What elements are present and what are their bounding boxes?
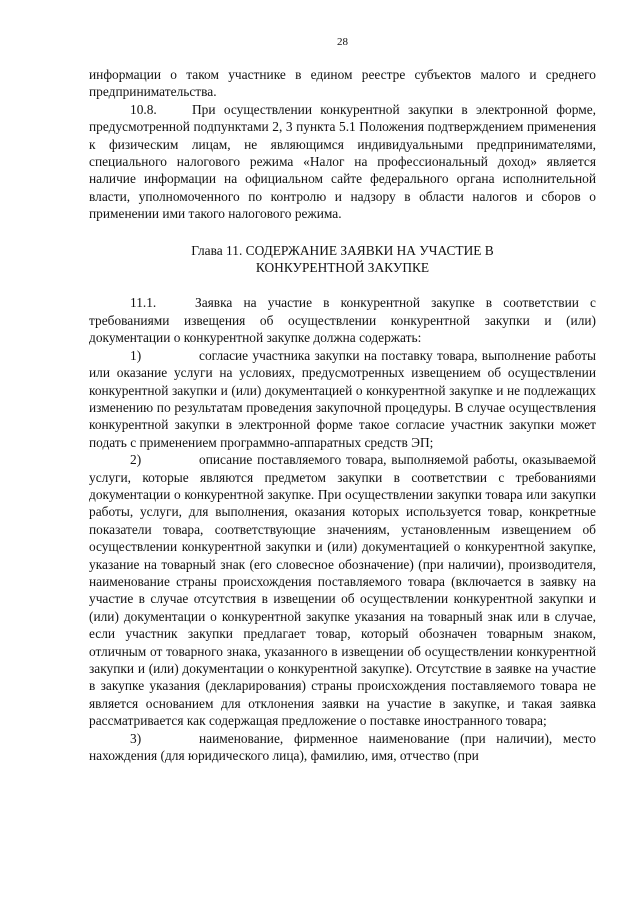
list-item-number: 1) [130,347,142,363]
clause-text: Заявка на участие в конкурентной закупке в соответствии с требованиями извещения об осуществлении конкурентной закупки и (или) документации о конкурентной закупке должна содержать: [89,295,596,346]
list-item-1 [89,347,596,451]
chapter-heading-line-2: КОНКУРЕНТНОЙ ЗАКУПКЕ [255,260,430,276]
clause-number: 10.8. [130,101,157,117]
clause-number: 11.1. [130,295,157,311]
continuation-paragraph: информации о таком участнике в едином реестре субъектов малого и среднего предпринимательства. [89,67,596,100]
chapter-heading-line-1: Глава 11. СОДЕРЖАНИЕ ЗАЯВКИ НА УЧАСТИЕ В [191,242,494,258]
list-item-text: согласие участника закупки на поставку товара, выполнение работы или оказание услуги на условиях, предусмотренных извещением об осуществлении конкурентной закупки и (или) документацией о конкурентной закупке и не подлежащих изменению по результатам проведения закупочной процедуры. В случае осуществления конкурентной закупки в электронной форме такое согласие участник закупки может подать с применением программно-аппаратных средств ЭП; [89,347,596,450]
page-number: 28 [337,36,348,48]
list-item-text: наименование, фирменное наименование (при наличии), место нахождения (для юридического лица), фамилию, имя, отчество (при [89,730,596,764]
list-item-3 [89,730,596,765]
paragraph-11-1 [89,294,596,346]
list-item-number: 2) [130,452,142,468]
chapter-heading [89,242,596,277]
paragraph-10-8 [89,101,596,223]
clause-text: При осуществлении конкурентной закупки в электронной форме, предусмотренной подпунктами 2, 3 пункта 5.1 Положения подтверждением применения к физическим лицам, не являющимся индивидуальными предпринимателями, специального налогового режима «Налог на профессиональный доход» является наличие информации на официальном сайте федерального органа исполнительной власти, уполномоченного по контролю и надзору в области налогов и сборов о применении ими такого налогового режима. [89,101,596,222]
list-item-text: описание поставляемого товара, выполняемой работы, оказываемой услуги, которые являются предметом закупки в соответствии с требованиями документации о конкурентной закупке. При осуществлении закупки товара или закупки работы, услуги, для выполнения, оказания которых используется товар, конкретные показатели товара, соответствующие значениям, установленным извещением об осуществлении конкурентной закупки и (или) документацией о конкурентной закупке, указание на товарный знак (его словесное обозначение) (при наличии), производителя, наименование страны происхождения поставляемого товара (включается в заявку на участие в случае отсутствия в извещении об осуществлении конкурентной закупки и (или) документации о конкурентной закупке указания на товарный знак или в случае, если участник закупки предлагает товар, который обозначен товарным знаком, отличным от товарного знака, указанного в извещении об осуществлении конкурентной закупки и (или) документации о конкурентной закупке). Отсутствие в заявке на участие в закупке указания (декларирования) страны происхождения поставляемого товара не является основанием для отклонения заявки на участие в закупке, и такая заявка рассматривается как содержащая предложение о поставке иностранного товара; [89,452,596,729]
list-item-2 [89,451,596,730]
list-item-number: 3) [130,730,142,746]
